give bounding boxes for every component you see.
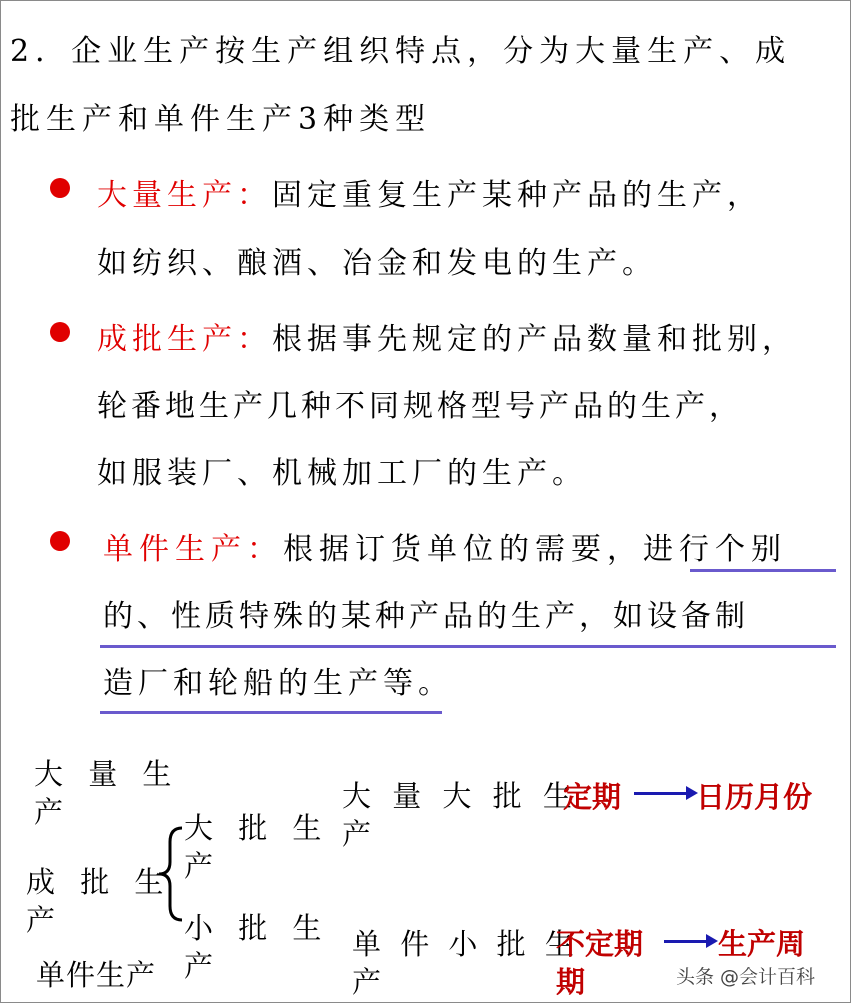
bullet-icon: [50, 322, 70, 342]
diagram-large-batch: 大 批 生: [184, 811, 330, 845]
item-text: 轮番地生产几种不同规格型号产品的生产，: [97, 389, 743, 424]
period-calendar: 日历月份: [696, 780, 813, 814]
diagram-mass-large-cont: 产: [342, 817, 380, 851]
arrow-right-icon: [664, 940, 708, 943]
item-term: 单件生产：: [103, 532, 283, 567]
period-irregular: 不定期: [556, 927, 644, 961]
item-term: 成批生产：: [97, 322, 272, 357]
diagram-large-batch-cont: 产: [184, 849, 222, 883]
diagram-single-small-cont: 产: [352, 965, 390, 999]
diagram-mass-large: 大 量 大 批 生: [342, 779, 578, 813]
period-regular: 定期: [563, 780, 622, 814]
arrow-right-icon: [634, 792, 688, 795]
bullet-icon: [50, 531, 70, 551]
period-cycle: 生产周: [718, 927, 806, 961]
item-mass: [97, 170, 762, 214]
underline-mark: [100, 711, 442, 714]
watermark: 头条 @会计百科: [676, 966, 816, 988]
underline-mark: [100, 645, 836, 648]
item-term: 大量生产：: [97, 178, 272, 213]
diagram-small-batch: 小 批 生: [184, 911, 330, 945]
item-text: 固定重复生产某种产品的生产，: [272, 178, 762, 213]
period-irregular-cont: 期: [556, 965, 586, 999]
item-text: 的、性质特殊的某种产品的生产，如设备制: [103, 599, 749, 634]
item-text: 造厂和轮船的生产等。: [103, 666, 453, 701]
diagram-mass-cont: 产: [34, 795, 72, 829]
item-text: 根据事先规定的产品数量和批别，: [272, 322, 797, 357]
item-text: 根据订货单位的需要，进行个别: [283, 532, 787, 567]
diagram-mass: 大 量 生: [34, 757, 180, 791]
brace-icon: [156, 826, 186, 922]
heading-line-2: 批生产和单件生产3种类型: [10, 102, 432, 137]
item-text: 如纺织、酿酒、冶金和发电的生产。: [97, 246, 657, 281]
diagram-small-batch-cont: 产: [184, 949, 222, 983]
diagram-single: 单件生产: [36, 958, 157, 992]
item-text: 如服装厂、机械加工厂的生产。: [97, 456, 587, 491]
item-single: [103, 524, 787, 568]
item-batch: [97, 314, 797, 358]
bullet-icon: [50, 178, 70, 198]
heading-line-1: 2．企业生产按生产组织特点，分为大量生产、成: [10, 34, 792, 69]
underline-mark: [690, 569, 836, 572]
diagram-single-small: 单 件 小 批 生: [352, 927, 579, 961]
diagram-batch: 成 批 生: [26, 865, 172, 899]
diagram-batch-cont: 产: [26, 903, 64, 937]
